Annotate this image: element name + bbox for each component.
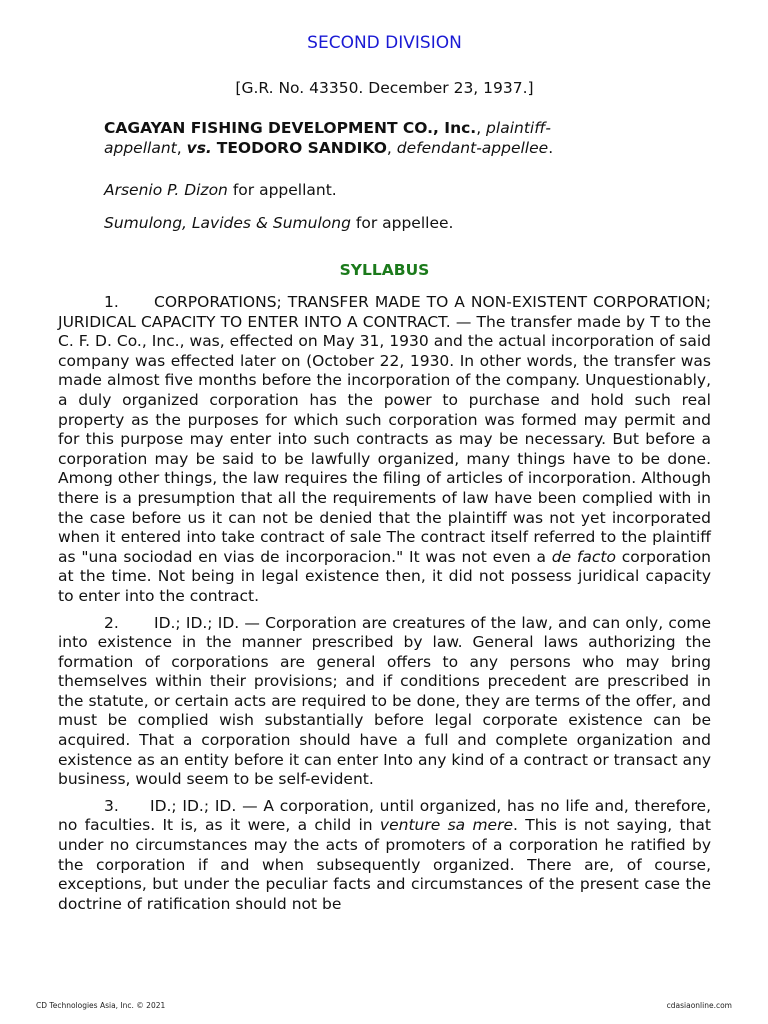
paragraph-text-cont: corporation at the time. Not being in legal existence then, it did not possess juridical capacity to enter into the contract. (58, 547, 711, 605)
paragraph-italic: de facto (551, 547, 616, 566)
defendant-role: defendant-appellee (396, 139, 549, 157)
document-page (58, 30, 711, 921)
appellee-counsel: Sumulong, Lavides & Sumulong (104, 214, 351, 232)
syllabus-heading: SYLLABUS (339, 261, 430, 279)
syllabus-paragraph-2 (58, 614, 711, 790)
plaintiff-role: plaintiff-appellant (104, 119, 551, 157)
case-parties: CAGAYAN FISHING DEVELOPMENT CO., Inc., plaintiff-appellant, vs. TEODORO SANDIKO, defendant-appellee. (104, 119, 554, 157)
appellee-suffix: for appellee. (355, 214, 454, 232)
counsel-block (104, 180, 711, 233)
appellant-suffix: for appellant. (232, 181, 337, 199)
division-heading: SECOND DIVISION (307, 33, 462, 53)
defendant-name: TEODORO SANDIKO (216, 139, 387, 157)
case-number: [G.R. No. 43350. December 23, 1937.] (235, 79, 534, 97)
paragraph-number: 2. (104, 613, 119, 632)
paragraph-text-cont: . This is not saying, that under no circumstances may the acts of promoters of a corporation he ratified by the corporation if and when subsequently organized. There are, of course, exceptions, but under the peculiar facts and circumstances of the present case the doctrine of ratification should not be (58, 816, 711, 913)
footer-copyright: CD Technologies Asia, Inc. © 2021 (36, 1001, 166, 1010)
syllabus-paragraph-1 (58, 293, 711, 607)
paragraph-number: 1. (104, 293, 119, 311)
paragraph-text: CORPORATIONS; TRANSFER MADE TO A NON-EXISTENT CORPORATION; JURIDICAL CAPACITY TO ENTER INTO A CONTRACT. — The transfer made by T to the C. F. D. Co., Inc., was, effected on May 31, 1930 and the actual incorporation of said company was effected later on (October 22, 1930. In other words, the transfer was made almost five months before the incorporation of the company. Unquestionably, a duly organized corporation has the power to purchase and hold such real property as the purposes for which such corporation was formed may permit and for this purpose may enter into such contracts as may be necessary. But before a corporation may be said to be lawfully organized, many things have to be done. Among other things, the law requires the filing of articles of incorporation. Although there is a presumption that all the requirements of law have been complied with in the case before us it can not be denied that the plaintiff was not yet incorporated when it entered into take contract of sale The contract itself referred to the plaintiff as "una sociodad en vias de incorporacion." It was not even a (58, 293, 711, 566)
appellant-counsel: Arsenio P. Dizon (104, 181, 228, 199)
paragraph-text: ID.; ID.; ID. — Corporation are creatures of the law, and can only, come into existence in the manner prescribed by law. General laws authorizing the formation of corporations are general offers to any persons who may bring themselves within their provisions; and if conditions precedent are prescribed in the statute, or certain acts are required to be done, they are terms of the offer, and must be complied wish substantially before legal corporate existence can be acquired. That a corporation should have a full and complete organization and existence as an entity before it can enter Into any kind of a contract or transact any business, would seem to be self-evident. (58, 613, 711, 789)
footer-website: cdasiaonline.com (666, 1001, 732, 1010)
appellee-counsel-line (104, 213, 711, 233)
syllabus-paragraph-3 (58, 797, 711, 915)
plaintiff-name: CAGAYAN FISHING DEVELOPMENT CO., Inc. (104, 119, 477, 137)
versus-label: vs. (186, 139, 212, 157)
paragraph-text: ID.; ID.; ID. — A corporation, until organized, has no life and, therefore, no faculties. It is, as it were, a child in (58, 796, 711, 835)
paragraph-number: 3. (104, 796, 119, 815)
appellant-counsel-line (104, 180, 711, 200)
paragraph-italic: venture sa mere (379, 816, 513, 835)
